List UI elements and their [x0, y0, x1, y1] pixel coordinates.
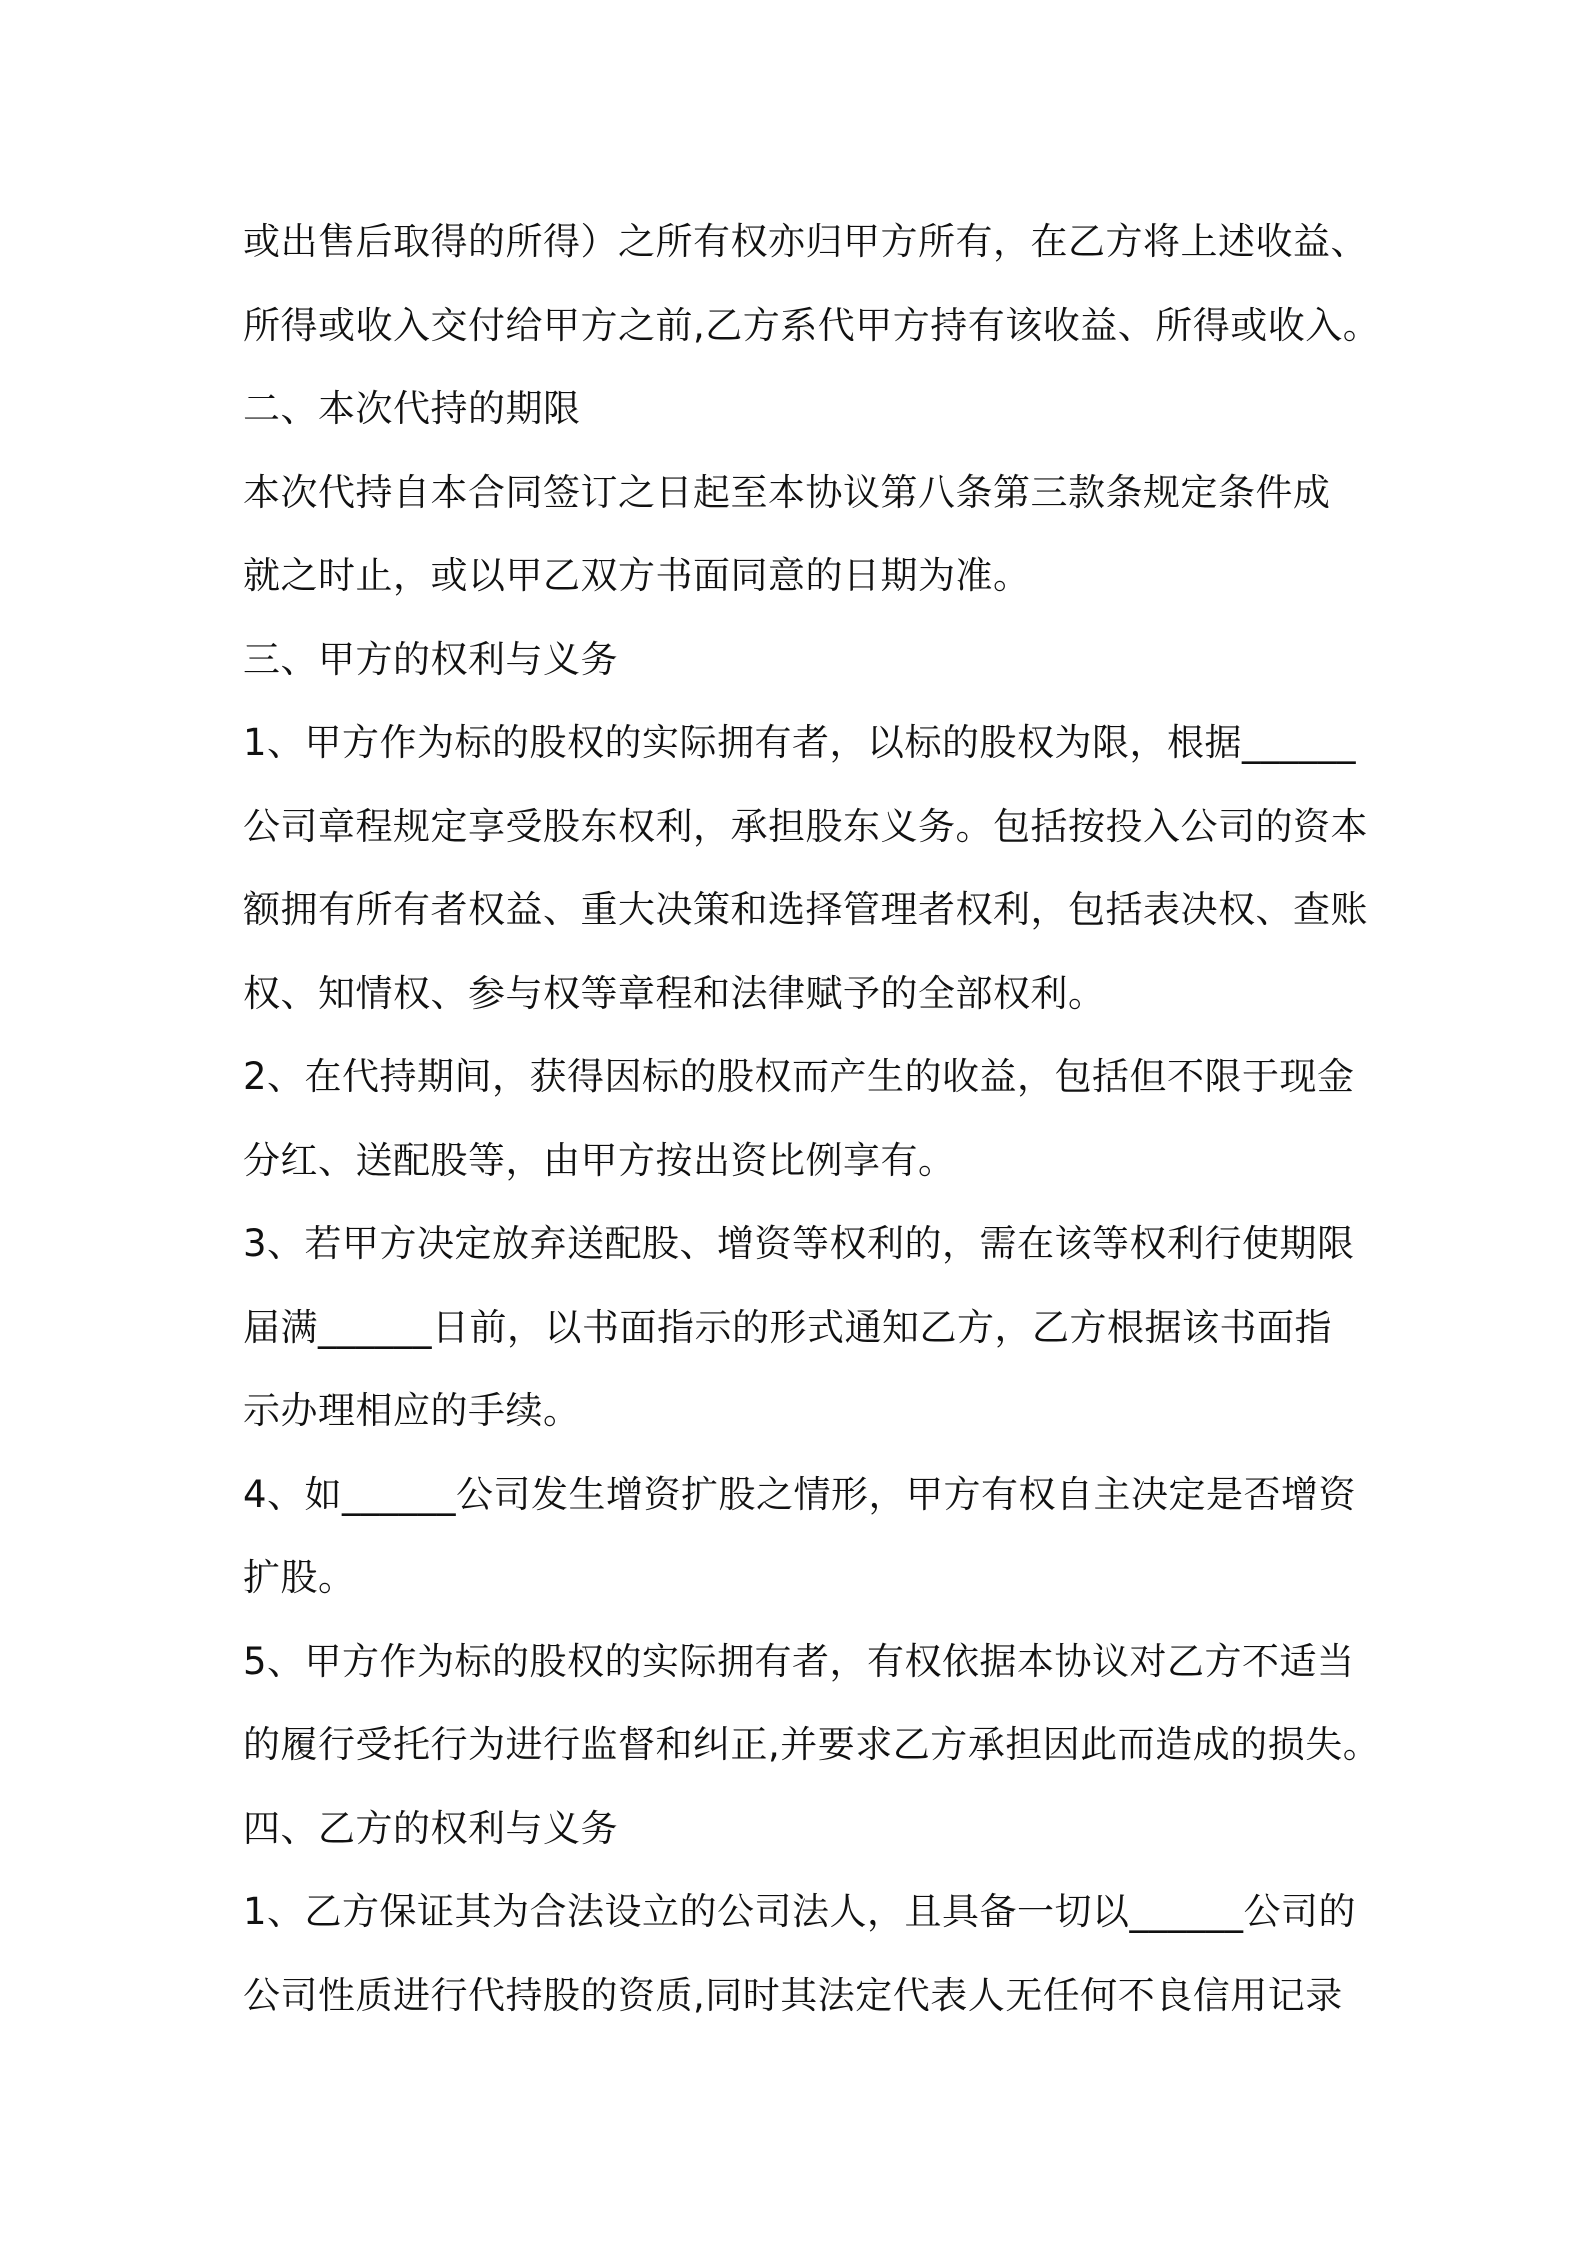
- text-line: 公司章程规定享受股东权利，承担股东义务。包括按投入公司的资本: [243, 804, 1368, 848]
- text-line: 本次代持自本合同签订之日起至本协议第八条第三款条规定条件成: [243, 470, 1331, 514]
- section-heading: 四、乙方的权利与义务: [243, 1806, 618, 1850]
- text-line: 5、甲方作为标的股权的实际拥有者，有权依据本协议对乙方不适当: [243, 1639, 1355, 1683]
- text-line: 示办理相应的手续。: [243, 1389, 581, 1432]
- text-line: 的履行受托行为进行监督和纠正,并要求乙方承担因此而造成的损失。: [243, 1723, 1381, 1766]
- section-heading: 三、甲方的权利与义务: [243, 637, 618, 681]
- text-line: 所得或收入交付给甲方之前,乙方系代甲方持有该收益、所得或收入。: [243, 303, 1381, 347]
- text-line: 1、乙方保证其为合法设立的公司法人，且具备一切以______公司的: [243, 1890, 1357, 1933]
- text-line: 3、若甲方决定放弃送配股、增资等权利的，需在该等权利行使期限: [243, 1222, 1355, 1265]
- text-line: 1、甲方作为标的股权的实际拥有者，以标的股权为限，根据______: [243, 721, 1357, 764]
- text-line: 公司性质进行代持股的资质,同时其法定代表人无任何不良信用记录: [243, 1973, 1343, 2017]
- text-line: 4、如______公司发生增资扩股之情形，甲方有权自主决定是否增资: [243, 1472, 1357, 1516]
- text-line: 分红、送配股等，由甲方按出资比例享有。: [243, 1138, 956, 1182]
- text-line: 2、在代持期间，获得因标的股权而产生的收益，包括但不限于现金: [243, 1055, 1355, 1098]
- text-line: 届满______日前，以书面指示的形式通知乙方，乙方根据该书面指: [243, 1305, 1332, 1349]
- section-heading: 二、本次代持的期限: [243, 387, 581, 430]
- document-body: [243, 200, 1381, 2037]
- text-line: 或出售后取得的所得）之所有权亦归甲方所有，在乙方将上述收益、: [243, 220, 1368, 263]
- text-line: 就之时止，或以甲乙双方书面同意的日期为准。: [243, 554, 1031, 597]
- text-line: 额拥有所有者权益、重大决策和选择管理者权利，包括表决权、查账: [243, 888, 1368, 931]
- text-line: 扩股。: [243, 1556, 356, 1599]
- text-line: 权、知情权、参与权等章程和法律赋予的全部权利。: [243, 971, 1106, 1015]
